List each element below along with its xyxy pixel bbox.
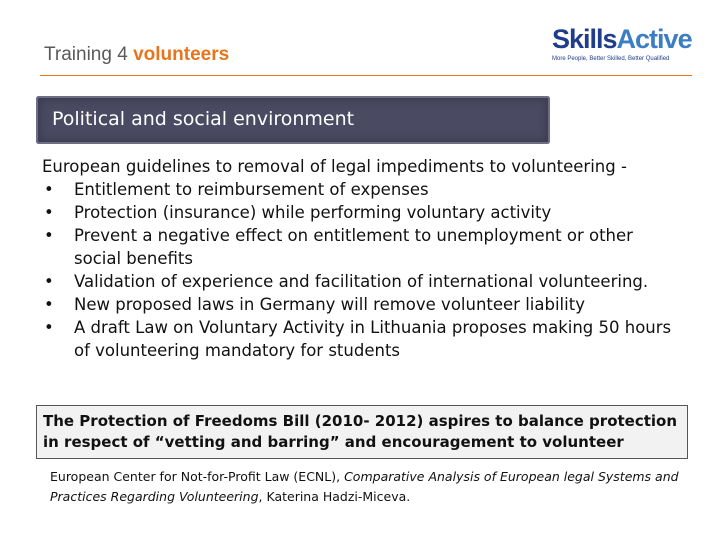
- list-item: • A draft Law on Voluntary Activity in Lithuania proposes making 50 hours of volunteering mandatory for students: [44, 318, 672, 360]
- page-title: [44, 44, 229, 66]
- callout-box: [36, 405, 688, 459]
- bullet-list: [42, 178, 682, 362]
- title-accent: volunteers: [133, 44, 230, 65]
- callout-text: The Protection of Freedoms Bill (2010- 2012) aspires to balance protection in respect of “vetting and barring” and encouragement to volunteer: [43, 412, 678, 451]
- citation-source: European Center for Not-for-Profit Law (ECNL),: [50, 469, 345, 484]
- skillsactive-logo: [552, 24, 694, 68]
- logo-skills: Skills: [552, 24, 617, 54]
- intro-text: European guidelines to removal of legal impediments to volunteering -: [42, 157, 627, 176]
- title-prefix: Training 4: [44, 44, 128, 65]
- citation: [50, 467, 690, 507]
- bullet-icon: •: [44, 226, 54, 245]
- bullet-icon: •: [44, 203, 54, 222]
- section-banner: [36, 96, 550, 144]
- bullet-icon: •: [44, 318, 54, 337]
- citation-author: , Katerina Hadzi-Miceva.: [258, 489, 411, 504]
- list-item: • Prevent a negative effect on entitlement to unemployment or other social benefits: [44, 226, 633, 268]
- bullet-icon: •: [44, 180, 54, 199]
- bullet-icon: •: [44, 295, 54, 314]
- list-item: • New proposed laws in Germany will remove volunteer liability: [44, 295, 585, 314]
- header-divider: [40, 75, 692, 76]
- list-item: • Validation of experience and facilitation of international volunteering.: [44, 272, 649, 291]
- list-item: • Entitlement to reimbursement of expenses: [44, 180, 429, 199]
- logo-active: Active: [616, 24, 692, 54]
- slide-body: [42, 155, 682, 362]
- logo-tagline: More People, Better Skilled, Better Qualified: [552, 56, 670, 62]
- list-item: • Protection (insurance) while performing voluntary activity: [44, 203, 552, 222]
- bullet-icon: •: [44, 272, 54, 291]
- section-title: Political and social environment: [52, 108, 355, 130]
- citation-title: Comparative Analysis of European legal Systems and Practices Regarding Volunteering: [50, 469, 679, 504]
